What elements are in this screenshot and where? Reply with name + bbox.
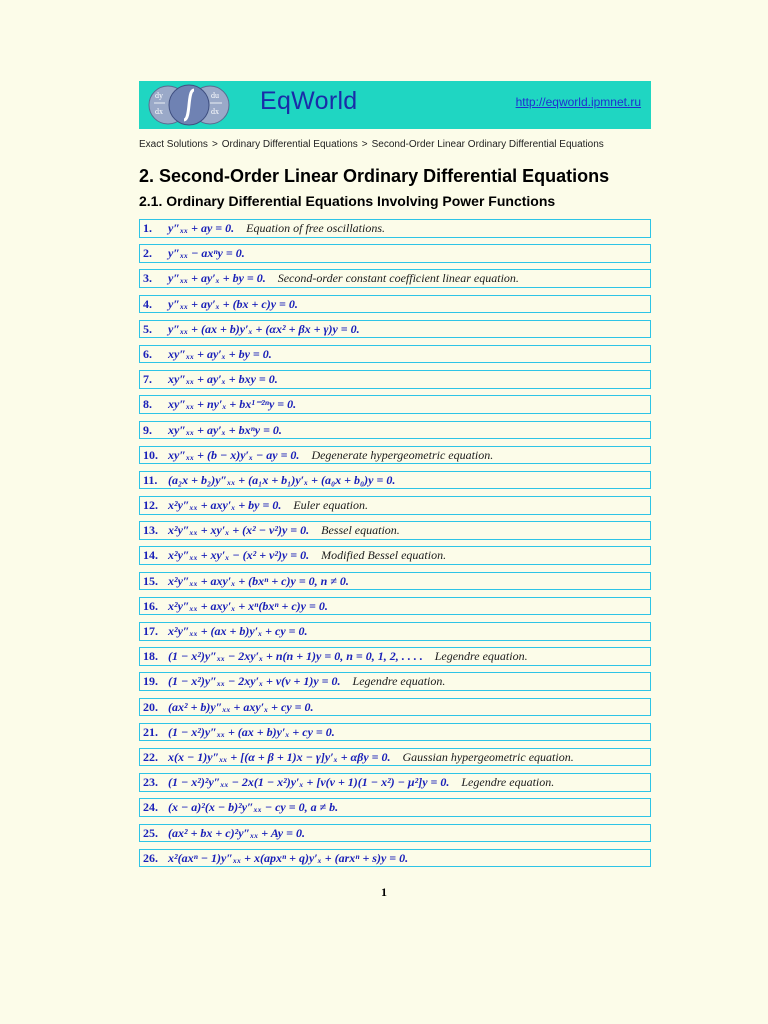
- equation-number: 9.: [143, 422, 152, 437]
- equation-number: 8.: [143, 397, 152, 412]
- equation-formula: y″ₓₓ + ay = 0.: [168, 221, 235, 235]
- equation-number: 17.: [143, 624, 158, 638]
- equation-formula: x²y″ₓₓ + xy′ₓ + (x² − ν²)y = 0.: [168, 523, 310, 538]
- equation-formula: x²y″ₓₓ + axy′ₓ + (bxⁿ + c)y = 0, n ≠ 0.: [168, 573, 349, 588]
- equation-name-note: Bessel equation.: [321, 523, 400, 538]
- equation-formula: x(x − 1)y″ₓₓ + [(α + β + 1)x − γ]y′ₓ + αβy = 0.: [168, 749, 391, 764]
- equation-row[interactable]: [139, 723, 651, 742]
- equation-formula: y″ₓₓ + (ax + b)y′ₓ + (αx² + βx + γ)y = 0.: [168, 321, 360, 336]
- equation-number: 22.: [143, 749, 158, 764]
- equation-name-note: Euler equation.: [293, 498, 368, 513]
- equation-row[interactable]: [139, 219, 651, 238]
- equation-row[interactable]: [139, 647, 651, 666]
- equation-formula: y″ₓₓ + ay′ₓ + by = 0.: [168, 271, 266, 286]
- equation-number: 7.: [143, 372, 152, 387]
- svg-text:dy: dy: [155, 91, 163, 100]
- equation-number: 19.: [143, 674, 158, 689]
- equation-number: 12.: [143, 498, 158, 513]
- equation-row[interactable]: [139, 521, 651, 540]
- equation-number: 23.: [143, 775, 158, 790]
- equation-formula: x²y″ₓₓ + axy′ₓ + by = 0.: [168, 498, 282, 513]
- equation-row[interactable]: [139, 849, 651, 868]
- equation-row[interactable]: [139, 748, 651, 767]
- equation-name-note: Legendre equation.: [461, 775, 555, 790]
- equation-list: [139, 219, 651, 874]
- equation-row[interactable]: [139, 597, 651, 616]
- equation-row[interactable]: [139, 395, 651, 414]
- section-title: 2.1. Ordinary Differential Equations Involving Power Functions: [139, 193, 556, 209]
- equation-formula: (1 − x²)y″ₓₓ − 2xy′ₓ + n(n + 1)y = 0, n = 0, 1, 2, . . . .: [168, 649, 423, 664]
- equation-row[interactable]: [139, 345, 651, 364]
- equation-number: 1.: [143, 221, 152, 235]
- equation-formula: xy″ₓₓ + ay′ₓ + bxⁿy = 0.: [168, 422, 282, 437]
- equation-formula: x²(axⁿ − 1)y″ₓₓ + x(apxⁿ + q)y′ₓ + (arxⁿ + s)y = 0.: [168, 850, 409, 865]
- equation-formula: (1 − x²)y″ₓₓ + (ax + b)y′ₓ + cy = 0.: [168, 724, 335, 739]
- equation-formula: xy″ₓₓ + ay′ₓ + by = 0.: [168, 346, 272, 361]
- equation-formula: y″ₓₓ − axⁿy = 0.: [168, 246, 245, 261]
- equation-name-note: Second-order constant coefficient linear equation.: [277, 271, 519, 286]
- equation-row[interactable]: [139, 622, 651, 641]
- equation-row[interactable]: [139, 572, 651, 591]
- breadcrumb-separator: >: [211, 139, 218, 150]
- equation-number: 3.: [143, 271, 152, 286]
- breadcrumb-separator: >: [361, 139, 368, 150]
- equation-row[interactable]: [139, 446, 651, 465]
- equation-name-note: Legendre equation.: [352, 674, 446, 689]
- equation-formula: (ax² + bx + c)²y″ₓₓ + Ay = 0.: [168, 825, 305, 840]
- equation-number: 13.: [143, 523, 158, 538]
- equation-row[interactable]: [139, 496, 651, 515]
- equation-number: 14.: [143, 548, 158, 563]
- equation-formula: (a₂x + b₂)y″ₓₓ + (a₁x + b₁)y′ₓ + (a₀x + b₀)y = 0.: [168, 472, 396, 487]
- breadcrumb: [139, 139, 604, 150]
- equation-number: 11.: [143, 472, 158, 487]
- equation-formula: xy″ₓₓ + ay′ₓ + bxy = 0.: [168, 372, 278, 387]
- equation-number: 21.: [143, 724, 158, 739]
- equation-number: 25.: [143, 825, 158, 840]
- equation-name-note: Equation of free oscillations.: [246, 221, 386, 235]
- equation-number: 20.: [143, 699, 158, 714]
- equation-name-note: Degenerate hypergeometric equation.: [311, 447, 494, 462]
- equation-formula: xy″ₓₓ + ny′ₓ + bx¹⁻²ⁿy = 0.: [168, 397, 297, 412]
- equation-formula: x²y″ₓₓ + axy′ₓ + xⁿ(bxⁿ + c)y = 0.: [168, 598, 328, 613]
- equation-number: 4.: [143, 296, 152, 311]
- equation-name-note: Gaussian hypergeometric equation.: [402, 749, 574, 764]
- equation-row[interactable]: [139, 269, 651, 288]
- equation-row[interactable]: [139, 295, 651, 314]
- equation-number: 2.: [143, 246, 152, 261]
- equation-formula: x²y″ₓₓ + xy′ₓ − (x² + ν²)y = 0.: [168, 548, 310, 563]
- equation-number: 6.: [143, 346, 152, 361]
- equation-number: 10.: [143, 447, 158, 462]
- equation-number: 24.: [143, 800, 158, 815]
- equation-name-note: Legendre equation.: [434, 649, 528, 664]
- equation-formula: (1 − x²)²y″ₓₓ − 2x(1 − x²)y′ₓ + [ν(ν + 1)(1 − x²) − μ²]y = 0.: [168, 775, 450, 790]
- equation-number: 26.: [143, 850, 158, 865]
- page-number: 1: [381, 885, 387, 899]
- equation-number: 5.: [143, 321, 152, 336]
- header-banner: [139, 81, 651, 129]
- equation-row[interactable]: [139, 698, 651, 717]
- equation-row[interactable]: [139, 421, 651, 440]
- equation-formula: (x − a)²(x − b)²y″ₓₓ − cy = 0, a ≠ b.: [168, 800, 339, 815]
- equation-formula: x²y″ₓₓ + (ax + b)y′ₓ + cy = 0.: [168, 624, 308, 638]
- breadcrumb-item-second-order-linear[interactable]: Second-Order Linear Ordinary Differential Equations: [371, 139, 604, 150]
- svg-text:du: du: [211, 91, 219, 100]
- svg-text:dx: dx: [211, 107, 219, 116]
- equation-number: 15.: [143, 573, 158, 588]
- breadcrumb-item-ode[interactable]: Ordinary Differential Equations: [221, 139, 358, 150]
- equation-row[interactable]: [139, 672, 651, 691]
- equation-formula: y″ₓₓ + ay′ₓ + (bx + c)y = 0.: [168, 296, 298, 311]
- page-title: 2. Second-Order Linear Ordinary Differential Equations: [139, 166, 610, 186]
- equation-row[interactable]: [139, 471, 651, 490]
- equation-number: 18.: [143, 649, 158, 664]
- eqworld-logo-icon: [147, 84, 231, 126]
- equation-row[interactable]: [139, 370, 651, 389]
- equation-row[interactable]: [139, 798, 651, 817]
- site-url-link[interactable]: http://eqworld.ipmnet.ru: [515, 95, 641, 109]
- equation-row[interactable]: [139, 244, 651, 263]
- equation-row[interactable]: [139, 773, 651, 792]
- equation-row[interactable]: [139, 546, 651, 565]
- equation-row[interactable]: [139, 824, 651, 843]
- equation-row[interactable]: [139, 320, 651, 339]
- equation-name-note: Modified Bessel equation.: [321, 548, 447, 563]
- svg-text:dx: dx: [155, 107, 163, 116]
- brand-title: EqWorld: [260, 87, 358, 115]
- breadcrumb-item-exact-solutions[interactable]: Exact Solutions: [139, 139, 208, 150]
- equation-number: 16.: [143, 598, 158, 613]
- equation-formula: xy″ₓₓ + (b − x)y′ₓ − ay = 0.: [168, 447, 300, 462]
- equation-formula: (ax² + b)y″ₓₓ + axy′ₓ + cy = 0.: [168, 699, 314, 714]
- equation-formula: (1 − x²)y″ₓₓ − 2xy′ₓ + ν(ν + 1)y = 0.: [168, 674, 341, 689]
